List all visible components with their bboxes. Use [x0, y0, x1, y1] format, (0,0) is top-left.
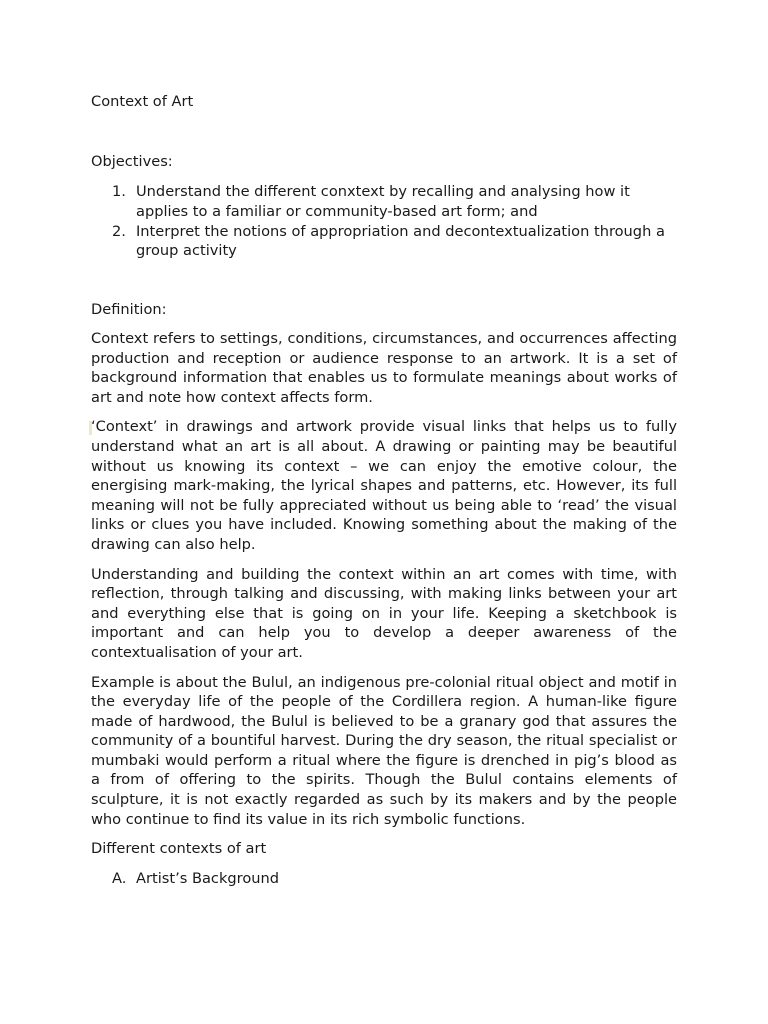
- contexts-list: [91, 869, 677, 889]
- body-text: [91, 329, 677, 888]
- objective-item: [91, 182, 677, 222]
- objectives-list: [91, 182, 677, 261]
- objective-number: 1.: [112, 183, 126, 200]
- contexts-heading: Different contexts of art: [91, 840, 267, 858]
- definition-heading: Definition:: [91, 301, 167, 318]
- objective-text: Understand the different conxtext by recalling and analysing how it applies to a familiar or community-based art form; and: [136, 183, 630, 220]
- objectives-heading: Objectives:: [91, 153, 173, 170]
- paragraph: Understanding and building the context within an art comes with time, with reflection, through talking and discussing, with making links between your art and everything else that is going on in your life. Keeping a sketchbook is important and can help you to develop a deeper awareness of the contextualisation of your art.: [91, 565, 677, 661]
- paragraph: Example is about the Bulul, an indigenous pre-colonial ritual object and motif in the everyday life of the people of the Cordillera region. A human-like figure made of hardwood, the Bulul is believed to be a granary god that assures the community of a bountiful harvest. During the dry season, the ritual specialist or mumbaki would perform a ritual where the figure is drenched in pig’s blood as a from of offering to the spirits. Though the Bulul contains elements of sculpture, it is not exactly regarded as such by its makers and by the people who continue to find its value in its rich symbolic functions.: [91, 673, 677, 828]
- document-title: Context of Art: [91, 93, 194, 110]
- objective-item: [91, 222, 677, 262]
- paragraph: ‘Context’ in drawings and artwork provide visual links that helps us to fully understand what an art is all about. A drawing or painting may be beautiful without us knowing its context – we can enjoy the emotive colour, the energising mark-making, the lyrical shapes and patterns, etc. However, its full meaning will not be fully appreciated without us being able to ‘read’ the visual links or clues you have included. Knowing something about the making of the drawing can also help.: [91, 418, 677, 553]
- context-letter: A.: [112, 869, 127, 887]
- objective-number: 2.: [112, 222, 126, 240]
- context-item: [91, 869, 677, 889]
- objective-text: Interpret the notions of appropriation and decontextualization through a group activity: [136, 222, 665, 260]
- context-text: Artist’s Background: [136, 869, 280, 887]
- paragraph: Context refers to settings, conditions, circumstances, and occurrences affecting production and reception or audience response to an artwork. It is a set of background information that enables us to formulate meanings about works of art and note how context affects form.: [91, 330, 677, 406]
